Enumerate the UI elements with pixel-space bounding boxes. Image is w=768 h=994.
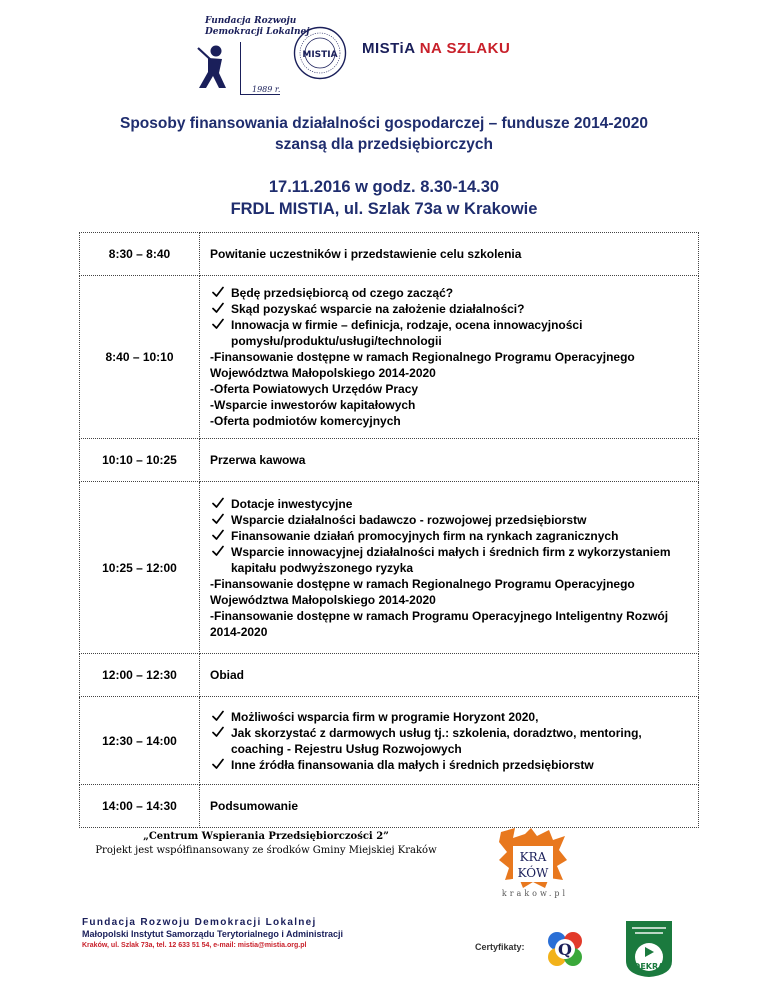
list-item [210,544,690,576]
dekra-label: DEKRA [633,962,665,971]
checkmark-icon [212,512,224,526]
topic-text: Wsparcie działalności badawczo - rozwojowej przedsiębiorstw [231,512,587,527]
mistia-seal-icon [293,26,347,80]
session-line: -Wsparcie inwestorów kapitałowych [210,398,416,412]
session-line: -Finansowanie dostępne w ramach Programu Operacyjnego Inteligentny Rozwój 2014-2020 [210,608,669,639]
frdl-logo-year: 1989 r. [252,85,281,94]
list-item [210,317,690,349]
session-line: -Finansowanie dostępne w ramach Regionalnego Programu Operacyjnego Województwa Małopolskiego 2014-2020 [210,350,635,380]
checkmark-icon [212,496,224,510]
event-date-place [0,176,768,220]
session-time: 8:40 – 10:10 [80,276,200,439]
checkmark-icon [212,757,224,771]
krakow-url: krakow.pl [501,889,569,898]
topic-text: Będę przedsiębiorcą od czego zacząć? [231,286,454,300]
session-time: 12:30 – 14:00 [80,697,200,785]
session-time: 12:00 – 12:30 [80,654,200,697]
session-description [200,785,699,828]
checkmark-icon [212,317,224,331]
list-item [210,301,690,317]
krakow-logo-line1: KRA [519,850,547,864]
list-item [210,709,690,725]
session-line: -Finansowanie dostępne w ramach Regionalnego Programu Operacyjnego Województwa Małopolskiego 2014-2020 [210,576,635,607]
session-time: 14:00 – 14:30 [80,785,200,828]
logo-divider-horizontal [240,94,280,95]
event-place: FRDL MISTIA, ul. Szlak 73a w Krakowie [230,200,538,218]
session-line: -Oferta podmiotów komercyjnych [210,414,401,428]
list-item [210,496,690,512]
topic-list [210,496,690,576]
topic-text: Dotacje inwestycyjne [231,496,353,511]
session-line: Przerwa kawowa [210,453,306,467]
event-title-line1: Sposoby finansowania działalności gospodarczej – fundusze 2014-2020 [119,115,648,132]
topic-text: Skąd pozyskać wsparcie na założenie działalności? [231,302,525,316]
table-row [80,697,699,785]
topic-text: Innowacja w firmie – definicja, rodzaje, ocena innowacyjności pomysłu/produktu/usługi/technologii [231,318,583,348]
session-description [200,697,699,785]
topic-text: Możliwości wsparcia firm w programie Horyzont 2020, [231,709,539,724]
contact-line: Kraków, ul. Szlak 73a, tel. 12 633 51 54, e-mail: mistia@mistia.org.pl [82,942,307,949]
event-date: 17.11.2016 w godz. 8.30-14.30 [268,178,500,196]
list-item [210,725,690,757]
session-line: Podsumowanie [210,799,299,813]
session-time: 8:30 – 8:40 [80,233,200,276]
topic-list [210,709,690,773]
topic-list [210,285,690,349]
topic-text: Finansowanie działań promocyjnych firm na rynkach zagranicznych [231,528,619,543]
logo-divider-vertical [240,42,241,94]
session-description [200,482,699,654]
frdl-logo-line1: Fundacja Rozwoju [205,16,297,26]
mistia-seal-text: MISTIA [302,50,338,60]
table-row [80,233,699,276]
session-time: 10:25 – 12:00 [80,482,200,654]
table-row [80,654,699,697]
table-row [80,785,699,828]
checkmark-icon [212,301,224,315]
checkmark-icon [212,709,224,723]
checkmark-icon [212,528,224,542]
table-row [80,439,699,482]
mistia-title-part2: NA SZLAKU [419,40,511,57]
session-description [200,439,699,482]
svg-text:Q: Q [558,940,572,959]
frdl-footer [82,917,342,949]
frdl-logo-line2: Demokracji Lokalnej [205,27,310,37]
institute-name: Małopolski Instytut Samorządu Terytorialnego i Administracji [82,929,344,939]
schedule-table [79,232,699,828]
topic-text: Wsparcie innowacyjnej działalności małych i średnich firm z wykorzystaniem kapitału podwyższonego ryzyka [231,544,671,575]
mistia-title-part1: MISTiA [362,40,416,57]
table-row [80,276,699,439]
topic-text: Jak skorzystać z darmowych usług tj.: szkolenia, doradztwo, mentoring, coaching - Rejestru Usług Rozwojowych [231,725,642,756]
session-line: Obiad [210,668,245,682]
project-name: „Centrum Wspierania Przedsiębiorczości 2” [143,831,389,842]
event-title [0,113,768,155]
session-description [200,233,699,276]
session-time: 10:10 – 10:25 [80,439,200,482]
session-line: Powitanie uczestników i przedstawienie celu szkolenia [210,247,522,261]
session-description [200,654,699,697]
dekra-cert-icon [624,919,674,979]
running-figure-icon [192,44,232,90]
checkmark-icon [212,725,224,739]
checkmark-icon [212,544,224,558]
schedule-body [80,233,699,828]
list-item [210,528,690,544]
table-row [80,482,699,654]
cert-label: Certyfikaty: [475,942,525,952]
quality-cert-icon [543,927,587,971]
list-item [210,757,690,773]
list-item [210,512,690,528]
session-line: -Oferta Powiatowych Urzędów Pracy [210,382,419,396]
frdl-footer-name: Fundacja Rozwoju Demokracji Lokalnej [82,917,317,928]
event-title-line2: szansą dla przedsiębiorczych [275,136,493,153]
krakow-logo-line2: KÓW [517,866,549,880]
checkmark-icon [212,285,224,299]
session-description [200,276,699,439]
mistia-na-szlaku-logo [362,40,510,57]
list-item [210,285,690,301]
topic-text: Inne źródła finansowania dla małych i średnich przedsiębiorstw [231,757,594,772]
frdl-logo [192,14,310,94]
project-note: Projekt jest współfinansowany ze środków Gminy Miejskiej Kraków [95,845,437,856]
